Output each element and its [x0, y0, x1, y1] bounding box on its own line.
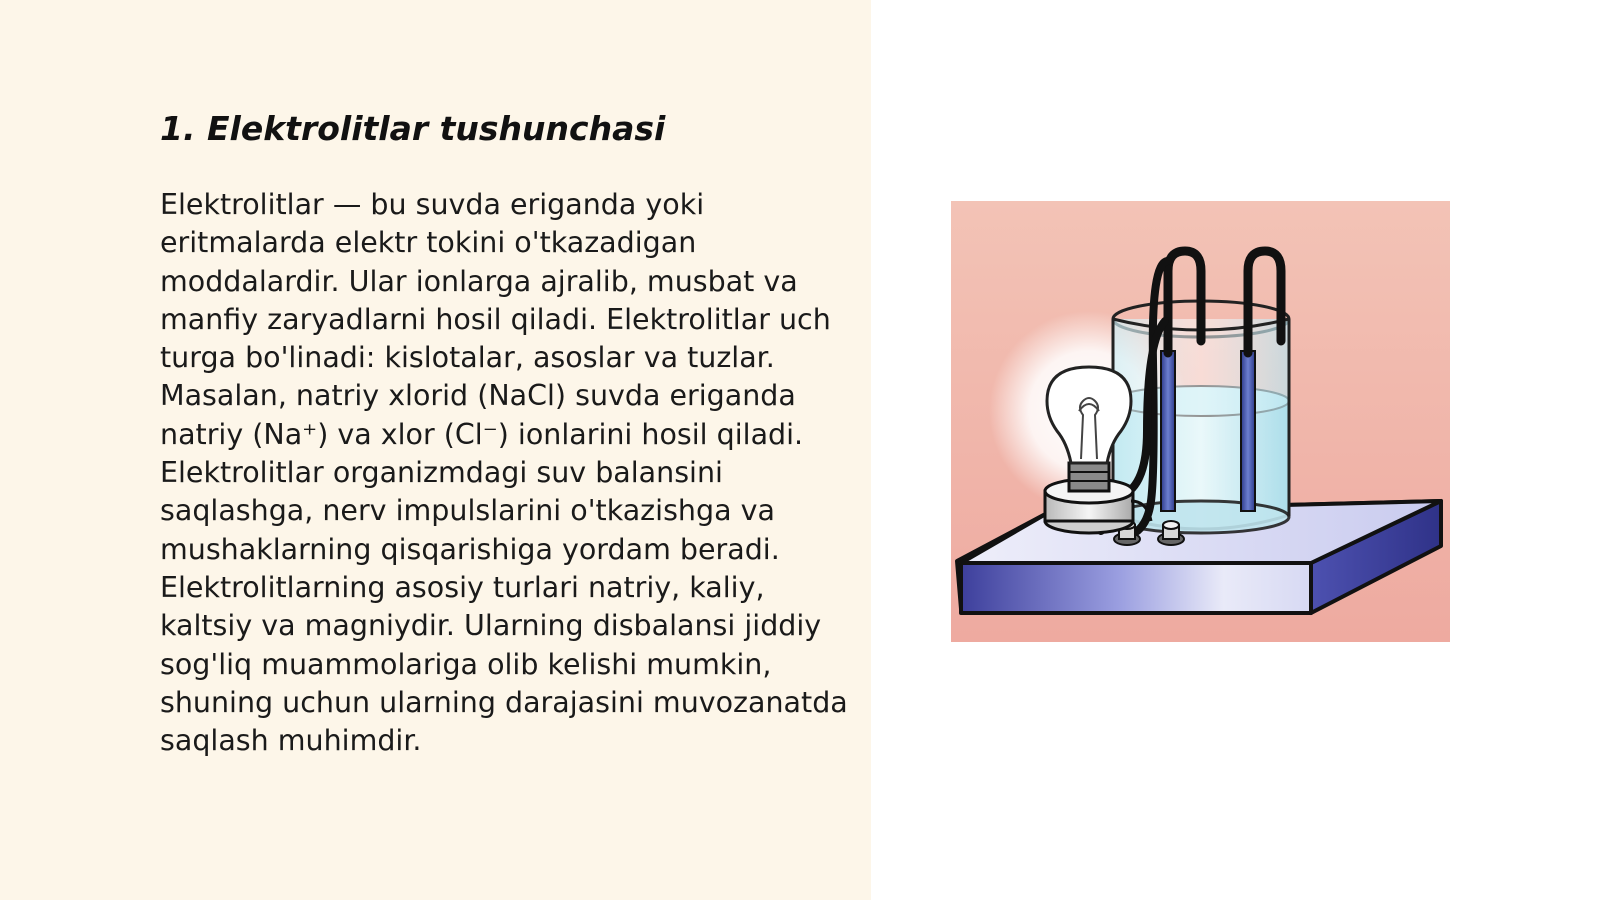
slide-body-text: Elektrolitlar — bu suvda eriganda yoki eritmalarda elektr tokini o'tkazadigan moddalardir. Ular ionlarga ajralib, musbat va manfiy zaryadlarni hosil qiladi. Elektrolitlar uch turga bo'linadi: kislotalar, asoslar va tuzlar. Masalan, natriy xlorid (NaCl) suvda eriganda natriy (Na⁺) va xlor (Cl⁻) ionlarini hosil qiladi. Elektrolitlar organizmdagi suv balansini saqlashga, nerv impulslarini o'tkazishga va mushaklarning qisqarishiga yordam beradi. Elektrolitlarning asosiy turlari natriy, kaliy, kaltsiy va magniydir. Ularning disbalansi jiddiy sog'liq muammolariga olib kelishi mumkin, shuning uchun ularning darajasini muvozanatda saqlash muhimdir. [160, 188, 848, 758]
slide-title: 1. Elektrolitlar tushunchasi [160, 109, 666, 148]
electrolysis-apparatus-icon [951, 201, 1450, 642]
